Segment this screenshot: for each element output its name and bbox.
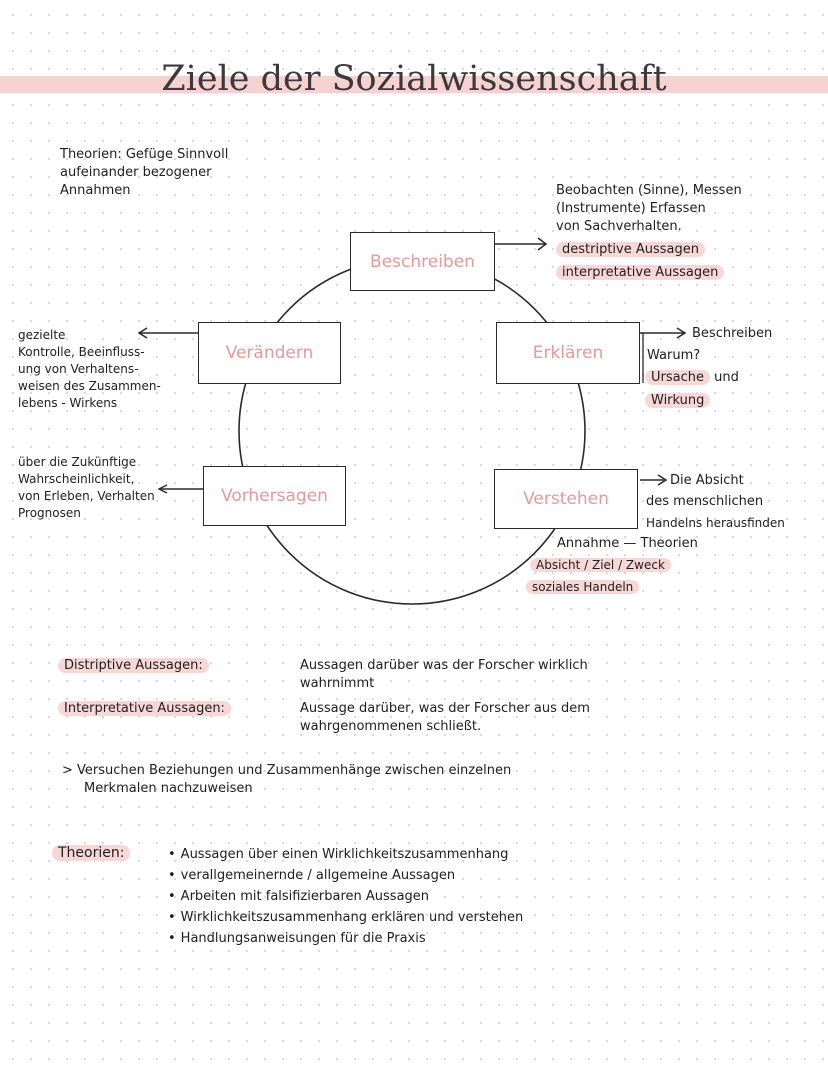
node-verstehen: Verstehen: [494, 469, 638, 529]
node-vorhersagen: Vorhersagen: [203, 466, 346, 526]
verstehen-note-line1: Die Absicht: [670, 473, 744, 488]
beschreiben-note: Beobachten (Sinne), Messen (Instrumente) Erfassen von Sachverhalten. destriptive Aussagen interpretative Aussagen: [556, 183, 742, 280]
highlight-deskriptive-aussagen: destriptive Aussagen: [556, 242, 705, 257]
definition-term-deskriptiv: Distriptive Aussagen:: [58, 657, 209, 675]
verstehen-highlight-2: [526, 578, 639, 596]
page-title: Ziele der Sozialwissenschaft: [161, 59, 667, 99]
list-item: • Aussagen über einen Wirklichkeitszusammenhang: [168, 844, 523, 865]
erklaeren-note-wirkung: [645, 392, 710, 410]
highlight-ursache: Ursache: [645, 370, 710, 385]
erklaeren-note-ursache: Ursache und: [645, 369, 739, 387]
verstehen-annahme: Annahme — Theorien: [557, 536, 698, 551]
definition-term-interpretativ: Interpretative Aussagen:: [58, 700, 231, 718]
verstehen-note-line3: Handelns herausfinden: [646, 516, 785, 530]
node-erklaeren: Erklären: [496, 322, 640, 384]
definition-text-interpretativ: Aussage darüber, was der Forscher aus dem wahrgenommenen schließt.: [300, 701, 590, 734]
list-item: • verallgemeinernde / allgemeine Aussagen: [168, 865, 523, 886]
cycle-circle: [239, 258, 585, 604]
theorien-list: [168, 844, 523, 949]
list-item: • Arbeiten mit falsifizierbaren Aussagen: [168, 886, 523, 907]
highlight-interpretative-aussagen: interpretative Aussagen: [556, 265, 724, 280]
highlight-soziales-handeln: soziales Handeln: [526, 580, 639, 594]
theorien-term: Theorien:: [52, 844, 130, 863]
verstehen-highlight-1: [530, 556, 671, 574]
list-item: • Handlungsanweisungen für die Praxis: [168, 928, 523, 949]
veraendern-note: gezielte Kontrolle, Beeinfluss- ung von Verhaltens- weisen des Zusammen- lebens - Wirkens: [18, 328, 161, 410]
vorhersagen-note: über die Zukünftige Wahrscheinlichkeit, von Erleben, Verhalten Prognosen: [18, 455, 155, 520]
node-beschreiben: Beschreiben: [350, 232, 495, 291]
highlight-wirkung: Wirkung: [645, 393, 710, 408]
relation-note: > Versuchen Beziehungen und Zusammenhänge zwischen einzelnen Merkmalen nachzuweisen: [62, 763, 512, 796]
highlight-absicht-ziel-zweck: Absicht / Ziel / Zweck: [530, 558, 671, 572]
list-item: • Wirklichkeitszusammenhang erklären und verstehen: [168, 907, 523, 928]
verstehen-note-line2: des menschlichen: [646, 494, 764, 509]
erklaeren-note-warum: Warum?: [647, 348, 701, 363]
theorien-definition-note: Theorien: Gefüge Sinnvoll aufeinander bezogener Annahmen: [60, 147, 229, 198]
erklaeren-note-head: Beschreiben: [692, 326, 773, 341]
node-veraendern: Verändern: [198, 322, 341, 384]
definition-text-deskriptiv: Aussagen darüber was der Forscher wirklich wahrnimmt: [300, 658, 588, 691]
